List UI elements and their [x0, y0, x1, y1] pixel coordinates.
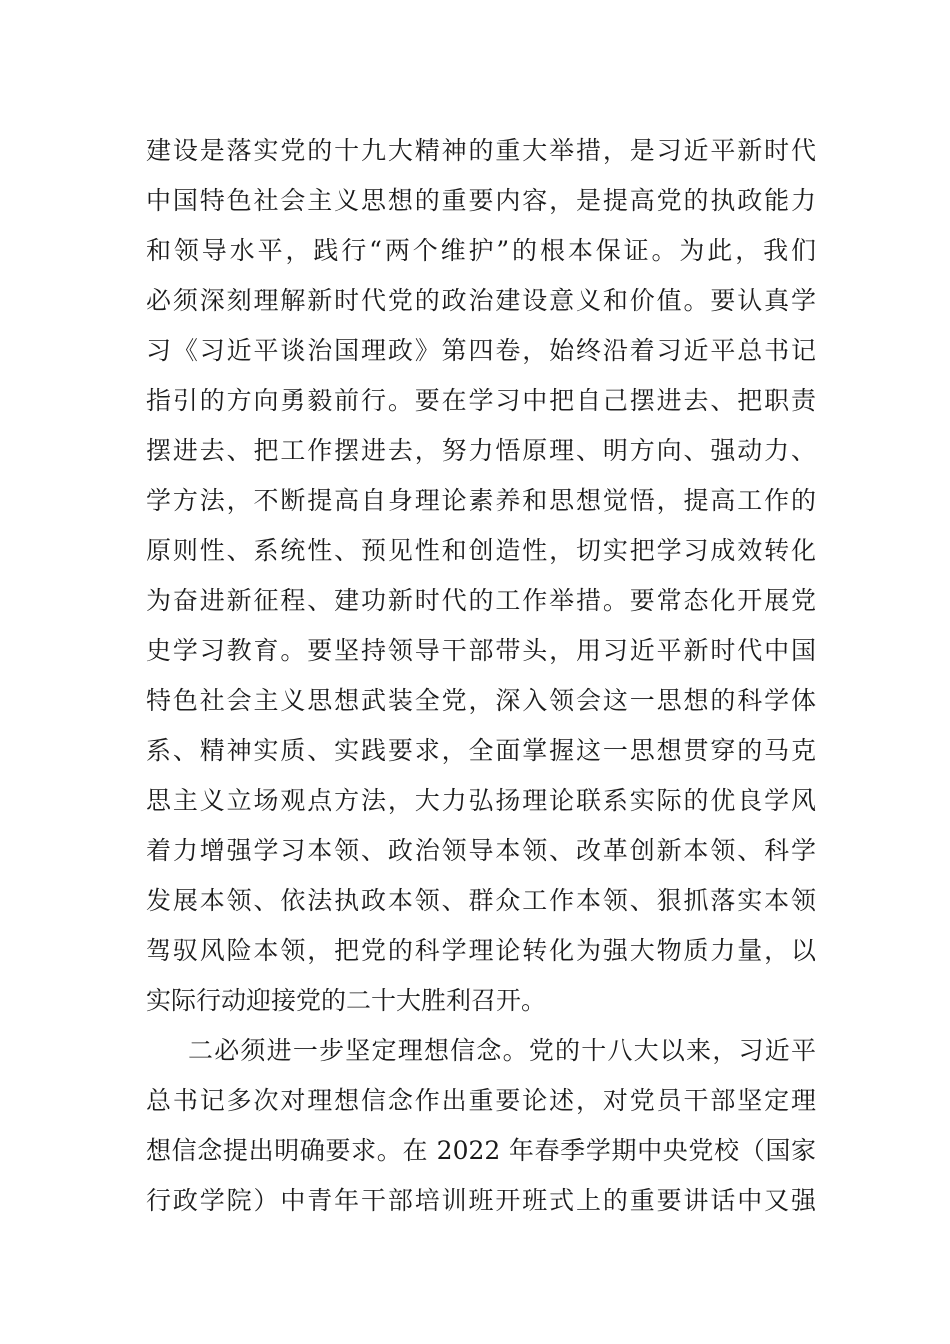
text-line: 系、精神实质、实践要求，全面掌握这一思想贯穿的马克 — [146, 736, 816, 765]
text-line: 摆进去、把工作摆进去，努力悟原理、明方向、强动力、 — [146, 436, 816, 465]
paragraph-end-line: 实际行动迎接党的二十大胜利召开。 — [146, 986, 547, 1015]
text-line: 学方法，不断提高自身理论素养和思想觉悟，提高工作的 — [146, 486, 816, 515]
paragraph-first-line: 二必须进一步坚定理想信念。党的十八大以来，习近平 — [188, 1036, 816, 1065]
text-line: 总书记多次对理想信念作出重要论述，对党员干部坚定理 — [146, 1086, 816, 1115]
text-line: 着力增强学习本领、政治领导本领、改革创新本领、科学 — [146, 836, 816, 865]
text-line: 特色社会主义思想武装全党，深入领会这一思想的科学体 — [146, 686, 816, 715]
text-line: 指引的方向勇毅前行。要在学习中把自己摆进去、把职责 — [146, 386, 816, 415]
text-line: 建设是落实党的十九大精神的重大举措，是习近平新时代 — [146, 136, 816, 165]
text-line: 中国特色社会主义思想的重要内容，是提高党的执政能力 — [146, 186, 816, 215]
text-line: 行政学院）中青年干部培训班开班式上的重要讲话中又强 — [146, 1186, 816, 1215]
text-line: 原则性、系统性、预见性和创造性，切实把学习成效转化 — [146, 536, 816, 565]
text-line: 想信念提出明确要求。在 2022 年春季学期中央党校（国家 — [146, 1136, 816, 1165]
text-line: 思主义立场观点方法，大力弘扬理论联系实际的优良学风 — [146, 786, 816, 815]
text-line: 发展本领、依法执政本领、群众工作本领、狠抓落实本领 — [146, 886, 816, 915]
text-line: 习《习近平谈治国理政》第四卷，始终沿着习近平总书记 — [146, 336, 816, 365]
body-text — [146, 126, 816, 1226]
text-line: 和领导水平，践行“两个维护”的根本保证。为此，我们 — [146, 236, 816, 265]
text-line: 驾驭风险本领，把党的科学理论转化为强大物质力量，以 — [146, 936, 816, 965]
text-line: 必须深刻理解新时代党的政治建设意义和价值。要认真学 — [146, 286, 816, 315]
text-line: 史学习教育。要坚持领导干部带头，用习近平新时代中国 — [146, 636, 816, 665]
text-line: 为奋进新征程、建功新时代的工作举措。要常态化开展党 — [146, 586, 816, 615]
